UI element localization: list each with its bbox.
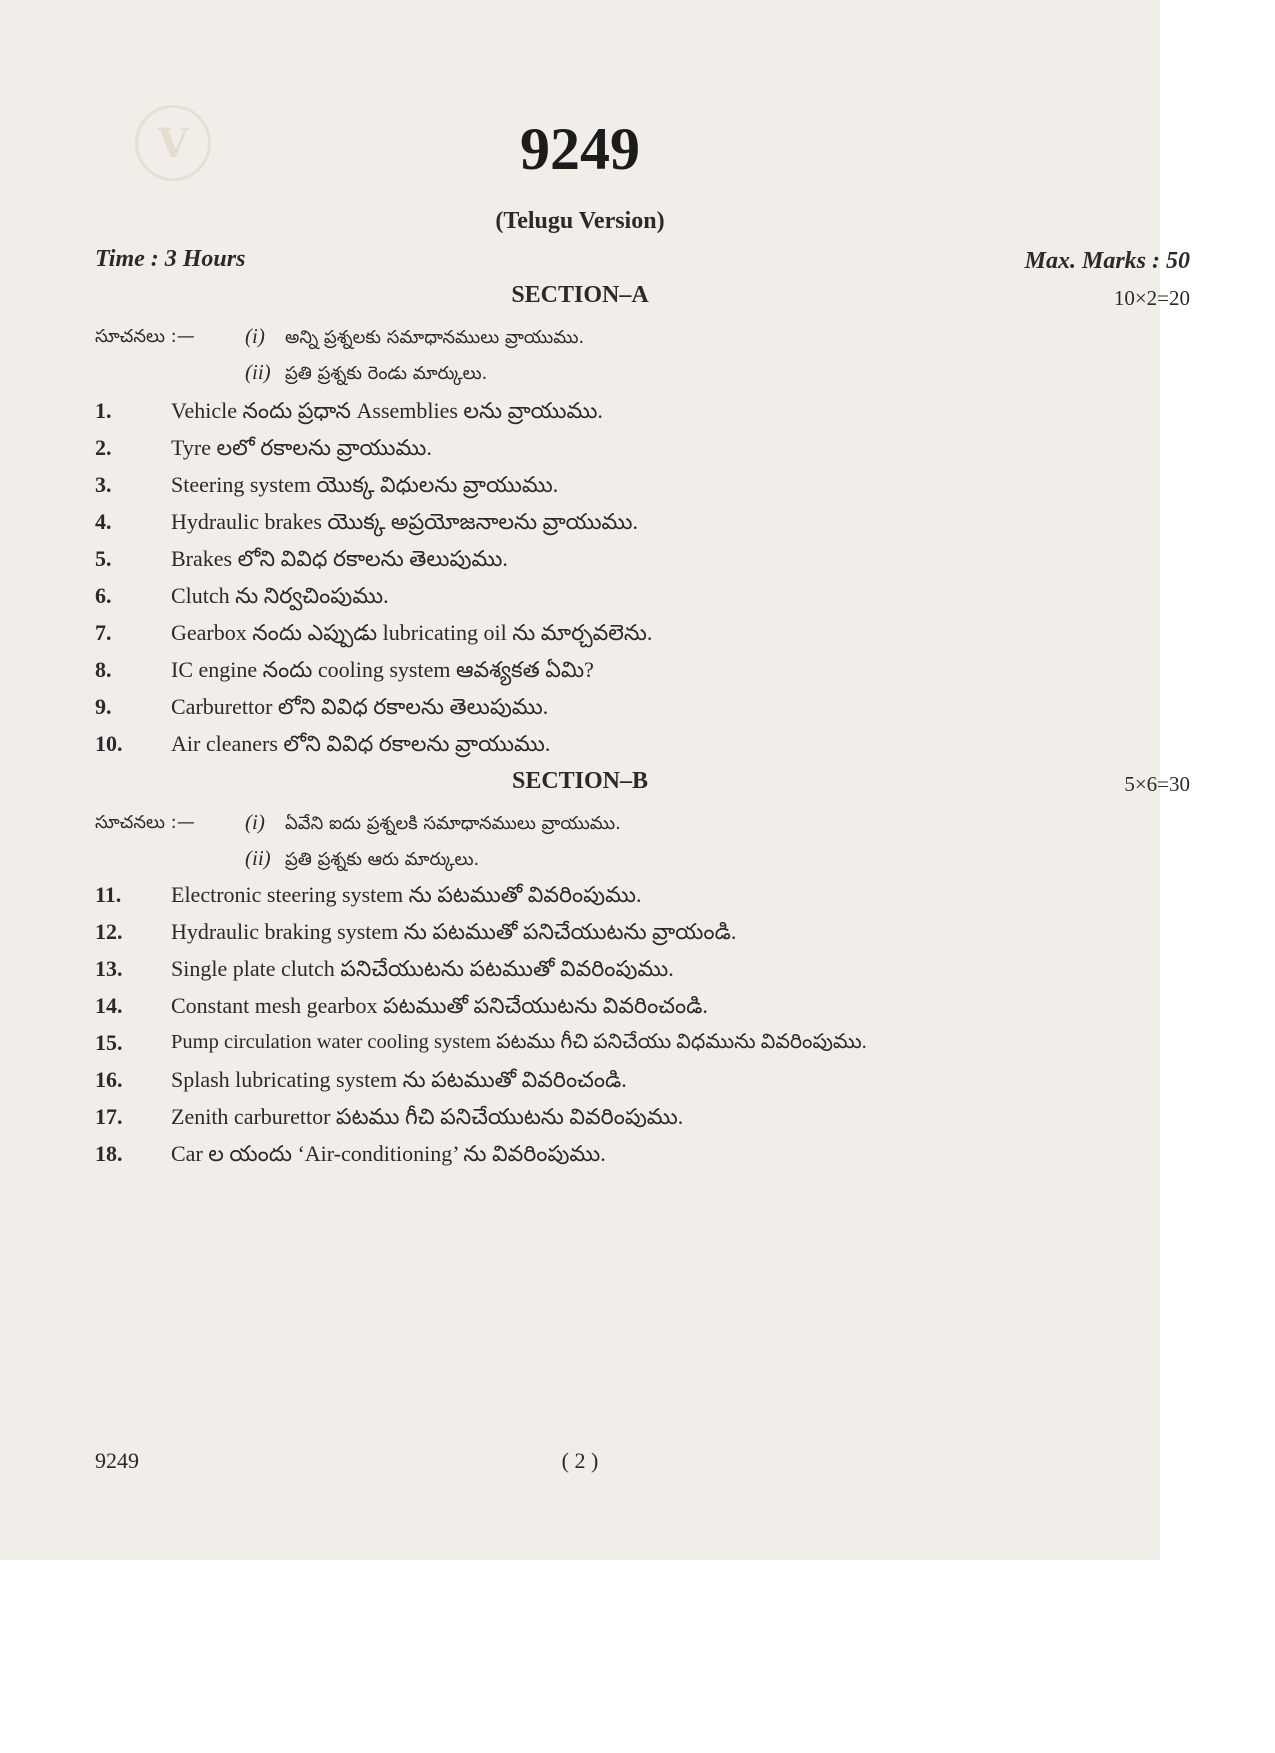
section-b-instructions-label: సూచనలు :—: [95, 812, 195, 833]
question-number: 1.: [95, 398, 112, 423]
question-text: IC engine నందు cooling system ఆవశ్యకత ఏమి?: [171, 657, 594, 682]
instruction-text: అన్ని ప్రశ్నలకు సమాధానములు వ్రాయుము.: [285, 327, 585, 348]
question-number: 10.: [95, 731, 123, 756]
question-text: Gearbox నందు ఎప్పుడు lubricating oil ను మార్చవలెను.: [171, 620, 653, 645]
question-text: Tyre లలో రకాలను వ్రాయుము.: [171, 435, 432, 460]
question-text: Car ల యందు ‘Air-conditioning’ ను వివరింపుము.: [171, 1141, 606, 1166]
question-number: 8.: [95, 657, 112, 682]
question-number: 15.: [95, 1030, 123, 1055]
question-number: 9.: [95, 694, 112, 719]
question-number: 16.: [95, 1067, 123, 1092]
paper-version: (Telugu Version): [495, 208, 665, 234]
question-number: 17.: [95, 1104, 123, 1129]
section-a-instruction: [245, 324, 584, 352]
question-number: 5.: [95, 546, 112, 571]
section-b-instruction: [245, 846, 479, 874]
question-text: Electronic steering system ను పటముతో వివరింపుము.: [171, 882, 642, 907]
footer-paper-code: 9249: [95, 1448, 139, 1473]
question-number: 18.: [95, 1141, 123, 1166]
question-text: Vehicle నందు ప్రధాన Assemblies లను వ్రాయుము.: [171, 398, 603, 423]
instruction-number: (i): [245, 324, 265, 348]
section-a-instructions-label: సూచనలు :—: [95, 326, 195, 347]
question-text: Clutch ను నిర్వచింపుము.: [171, 583, 389, 608]
instruction-number: (ii): [245, 360, 271, 384]
instruction-text: ఏవేని ఐదు ప్రశ్నలకి సమాధానములు వ్రాయుము.: [285, 813, 621, 834]
question-text: Carburettor లోని వివిధ రకాలను తెలుపుము.: [171, 694, 549, 719]
question-text: Constant mesh gearbox పటముతో పనిచేయుటను వివరించండి.: [171, 993, 708, 1018]
question-number: 7.: [95, 620, 112, 645]
question-number: 4.: [95, 509, 112, 534]
paper-code: 9249: [520, 116, 640, 182]
question-text: Air cleaners లోని వివిధ రకాలను వ్రాయుము.: [171, 731, 551, 756]
faded-emblem-icon: V: [135, 105, 211, 181]
question-text: Hydraulic brakes యొక్క అప్రయోజనాలను వ్రాయుము.: [171, 509, 638, 534]
question-text: Pump circulation water cooling system పటము గీచి పనిచేయు విధమును వివరింపుము.: [171, 1031, 867, 1053]
section-a-marks: 10×2=20: [1113, 286, 1190, 310]
section-a-title: SECTION–A: [511, 282, 649, 308]
question-text: Zenith carburettor పటము గీచి పనిచేయుటను వివరింపుము.: [171, 1104, 684, 1129]
instruction-text: ప్రతి ప్రశ్నకు రెండు మార్కులు.: [285, 363, 488, 384]
question-number: 12.: [95, 919, 123, 944]
max-marks: Max. Marks : 50: [1024, 248, 1190, 274]
exam-time: Time : 3 Hours: [95, 246, 246, 272]
section-a-instruction: [245, 360, 487, 388]
question-text: Splash lubricating system ను పటముతో వివరించండి.: [171, 1067, 627, 1092]
question-text: Hydraulic braking system ను పటముతో పనిచేయుటను వ్రాయండి.: [171, 919, 737, 944]
section-b-instruction: [245, 810, 621, 838]
scan-bottom-margin: [0, 1560, 1275, 1753]
section-b-marks: 5×6=30: [1124, 772, 1190, 796]
question-text: Brakes లోని వివిధ రకాలను తెలుపుము.: [171, 546, 508, 571]
question-number: 11.: [95, 882, 122, 907]
question-number: 2.: [95, 435, 112, 460]
instruction-number: (i): [245, 810, 265, 834]
question-number: 14.: [95, 993, 123, 1018]
question-number: 13.: [95, 956, 123, 981]
page-number: ( 2 ): [561, 1448, 599, 1473]
question-number: 6.: [95, 583, 112, 608]
question-number: 3.: [95, 472, 112, 497]
instruction-text: ప్రతి ప్రశ్నకు ఆరు మార్కులు.: [285, 849, 480, 870]
question-text: Single plate clutch పనిచేయుటను పటముతో వివరింపుము.: [171, 956, 674, 981]
question-text: Steering system యొక్క విధులను వ్రాయుము.: [171, 472, 559, 497]
instruction-number: (ii): [245, 846, 271, 870]
section-b-title: SECTION–B: [511, 768, 649, 794]
